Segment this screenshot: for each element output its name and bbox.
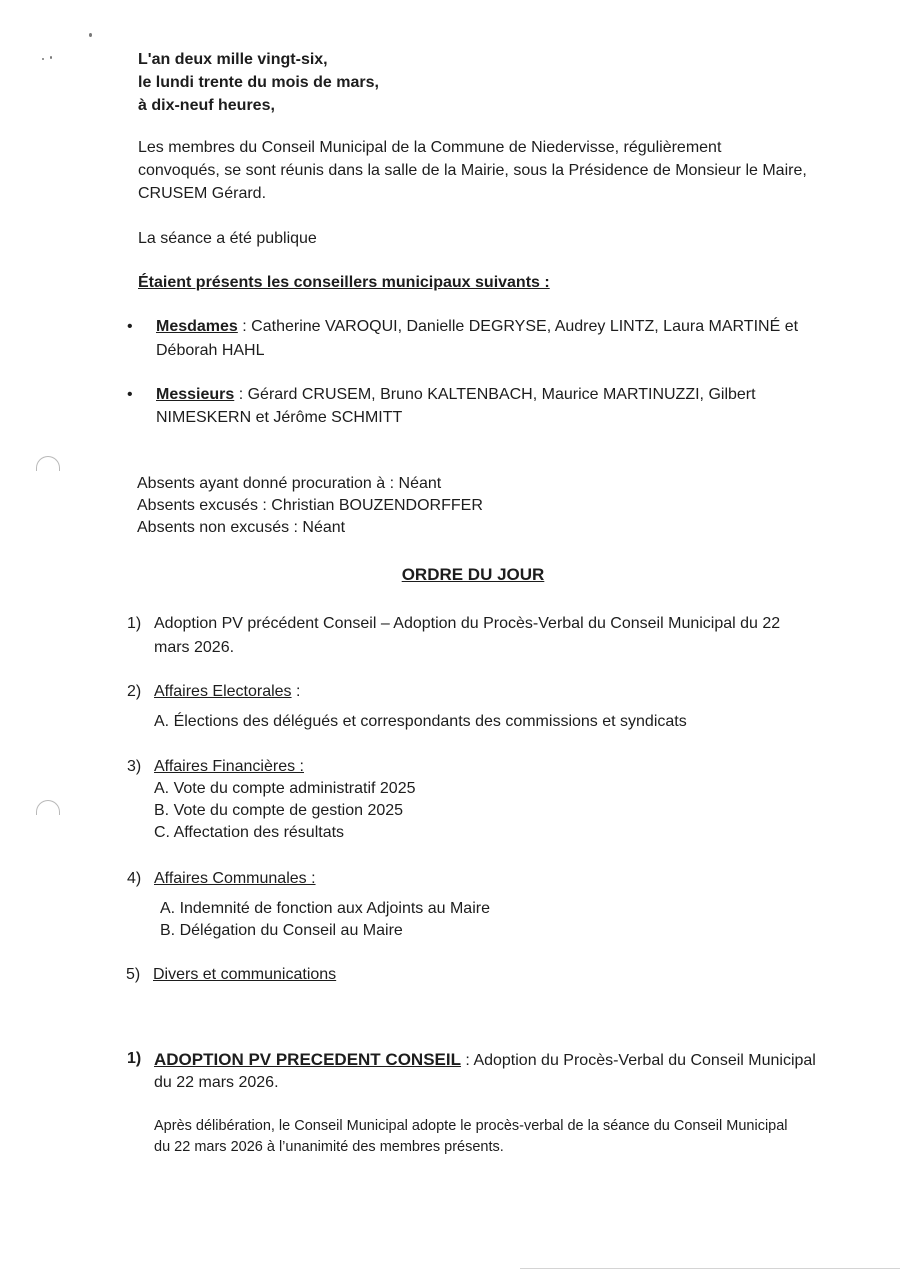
scan-speck [89,33,92,37]
item-4-sub-b: B. Délégation du Conseil au Maire [160,922,403,939]
item-1-line-1: Adoption PV précédent Conseil – Adoption du Procès-Verbal du Conseil Municipal du 22 [154,615,781,632]
messieurs-line-1 [156,386,756,404]
date-line-2: le lundi trente du mois de mars, [138,74,379,91]
item-2-title: Affaires Electorales [154,683,292,700]
item-4-title: Affaires Communales : [154,870,316,887]
ordre-title: ORDRE DU JOUR [401,565,545,584]
bullet-icon: • [127,386,133,403]
seance-text: La séance a été publique [138,230,317,247]
item-3-title: Affaires Financières : [154,758,304,775]
section-1-number: 1) [127,1050,142,1067]
absents-procuration: Absents ayant donné procuration à : Néant [137,475,442,492]
scan-speck [42,58,44,60]
messieurs-label: Messieurs [156,386,235,403]
date-line-3: à dix-neuf heures, [138,97,275,114]
item-3-sub-b: B. Vote du compte de gestion 2025 [154,802,404,819]
date-line-1: L'an deux mille vingt-six, [138,51,328,68]
presents-heading: Étaient présents les conseillers municipaux suivants : [138,274,550,291]
item-3-sub-a: A. Vote du compte administratif 2025 [154,780,416,797]
mesdames-names: : Catherine VAROQUI, Danielle DEGRYSE, Audrey LINTZ, Laura MARTINÉ et [237,318,799,335]
absents-non-excuses: Absents non excusés : Néant [137,519,346,536]
intro-line-2: convoqués, se sont réunis dans la salle de la Mairie, sous la Présidence de Monsieur le Maire, [138,162,807,179]
section-1-heading-line-1 [154,1050,816,1070]
item-1-number: 1) [127,615,142,632]
item-4-sub-a: A. Indemnité de fonction aux Adjoints au Maire [160,900,490,917]
item-3-number: 3) [127,758,142,775]
mesdames-line-1 [156,318,798,336]
punch-hole-mark [36,456,60,471]
absents-excuses: Absents excusés : Christian BOUZENDORFFER [137,497,483,514]
item-5-number: 5) [126,966,141,983]
messieurs-line-2: NIMESKERN et Jérôme SCHMITT [156,409,403,426]
item-3-sub-c: C. Affectation des résultats [154,824,345,841]
item-5-title: Divers et communications [153,966,337,983]
item-2-colon: : [291,683,301,700]
section-1-body-line-1: Après délibération, le Conseil Municipal adopte le procès-verbal de la séance du Conseil Municipal [154,1118,788,1134]
section-1-heading-line-2: du 22 mars 2026. [154,1074,279,1091]
section-1-title: ADOPTION PV PRECEDENT CONSEIL [154,1050,461,1069]
scan-speck [50,56,52,59]
item-2-title-line [154,683,300,701]
punch-hole-mark [36,800,60,815]
section-1-title-rest: : Adoption du Procès-Verbal du Conseil Municipal [460,1052,816,1069]
item-1-line-2: mars 2026. [154,639,235,656]
mesdames-line-2: Déborah HAHL [156,342,265,359]
intro-line-3: CRUSEM Gérard. [138,185,267,202]
scan-bottom-line [520,1268,900,1269]
mesdames-label: Mesdames [156,318,238,335]
item-2-number: 2) [127,683,142,700]
section-1-body-line-2: du 22 mars 2026 à l’unanimité des membres présents. [154,1139,504,1155]
item-4-number: 4) [127,870,142,887]
bullet-icon: • [127,318,133,335]
intro-line-1: Les membres du Conseil Municipal de la Commune de Niedervisse, régulièrement [138,139,722,156]
item-2-sub-a: A. Élections des délégués et correspondants des commissions et syndicats [154,713,687,730]
messieurs-names: : Gérard CRUSEM, Bruno KALTENBACH, Maurice MARTINUZZI, Gilbert [234,386,756,403]
